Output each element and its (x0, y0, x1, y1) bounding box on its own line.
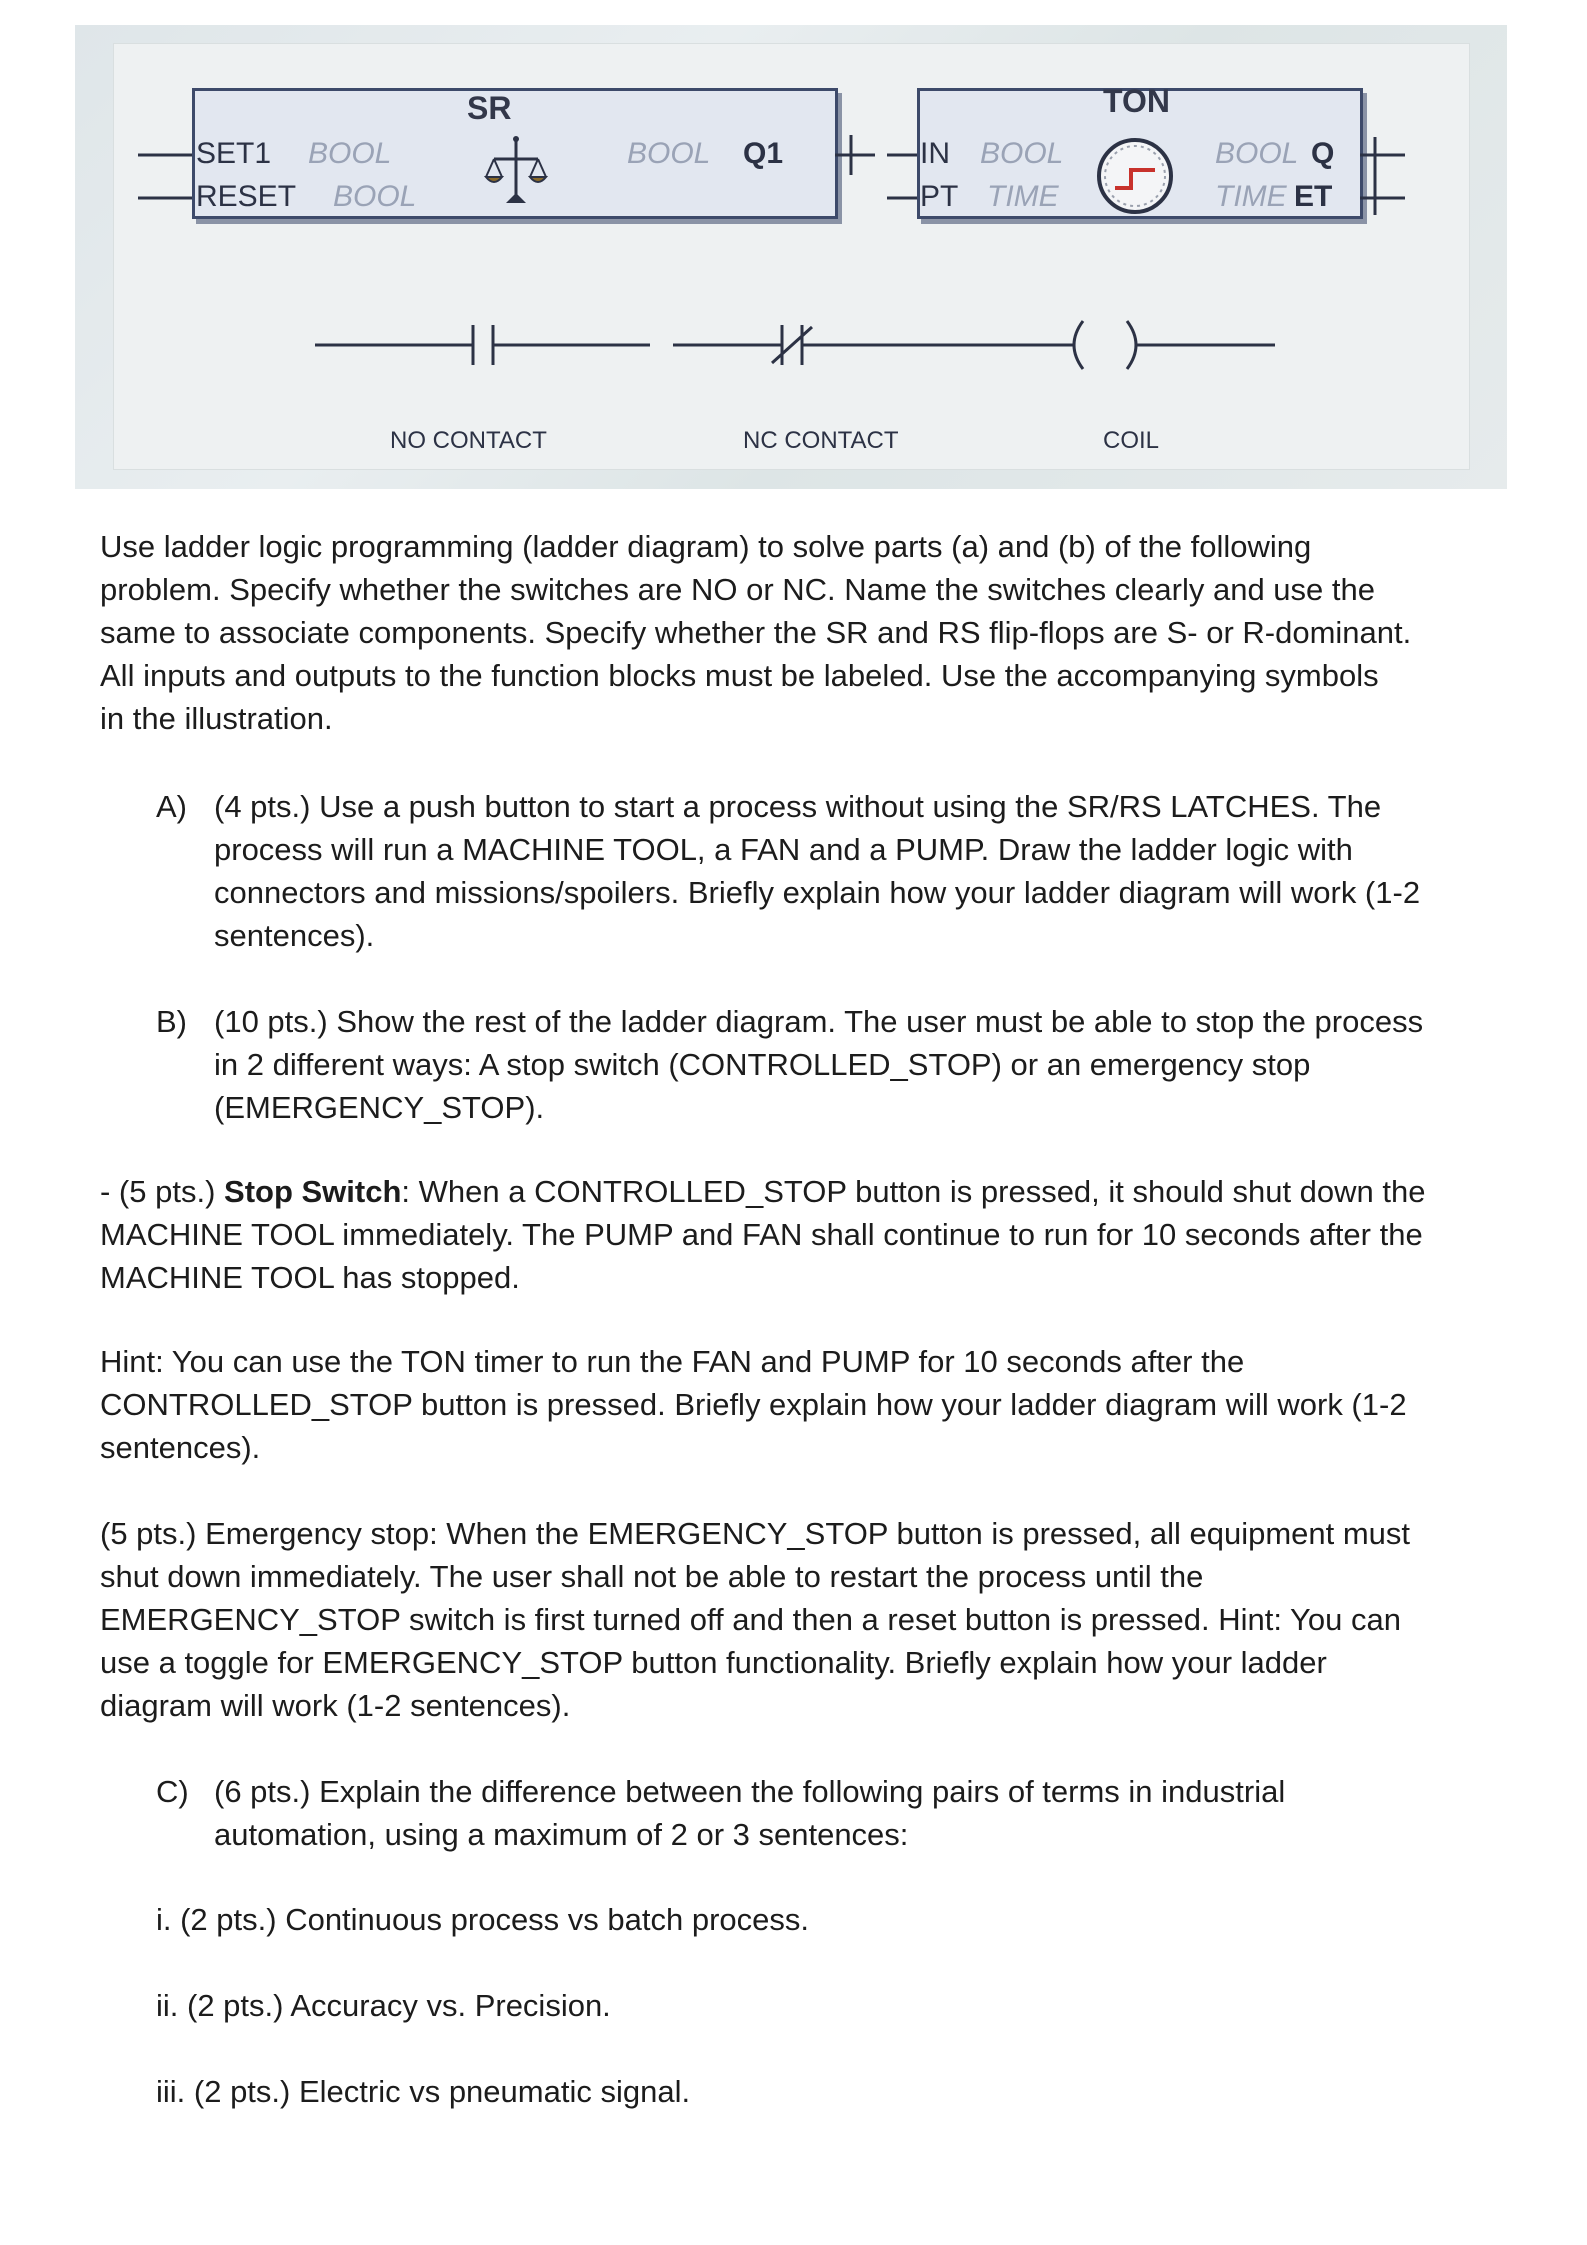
ton-pt-pin-label: PT (920, 180, 959, 213)
stop-switch-paragraph (100, 1170, 1426, 1299)
part-c-sub-item-iii: iii. (2 pts.) Electric vs pneumatic signal. (156, 2074, 691, 2109)
hint-paragraph (100, 1340, 1407, 1469)
no-contact-symbol (315, 325, 650, 365)
part-c-body (214, 1770, 1285, 1856)
sr-reset-type-label: BOOL (333, 180, 417, 213)
hint-line: Hint: You can use the TON timer to run the FAN and PUMP for 10 seconds after the (100, 1344, 1245, 1379)
stop-switch-first-line (100, 1170, 1426, 1213)
sr-reset-pin-label: RESET (196, 180, 297, 213)
part-a-line: connectors and missions/spoilers. Briefly explain how your ladder diagram will work (1-2 (214, 875, 1421, 910)
part-b-body (214, 1000, 1423, 1129)
ton-in-pin-label: IN (920, 137, 950, 170)
no-contact-caption: NO CONTACT (390, 427, 547, 454)
sr-q1-pin-label: Q1 (743, 137, 784, 170)
part-a-marker: A) (156, 789, 187, 824)
stop-switch-line: MACHINE TOOL immediately. The PUMP and FAN shall continue to run for 10 seconds after the (100, 1217, 1423, 1252)
balance-scale-icon (486, 136, 546, 203)
ton-q-type-label: BOOL (1215, 137, 1299, 170)
nc-contact-symbol (673, 325, 885, 365)
part-c-line: automation, using a maximum of 2 or 3 sentences: (214, 1817, 909, 1852)
stop-switch-prefix: - (5 pts.) (100, 1174, 225, 1209)
sr-set1-type-label: BOOL (308, 137, 392, 170)
ton-q-pin-label: Q (1311, 137, 1335, 170)
figure-graphics (75, 25, 1507, 489)
coil-symbol (885, 321, 1275, 369)
ton-et-type-label: TIME (1215, 180, 1287, 213)
part-b-marker: B) (156, 1004, 187, 1039)
part-b-line: in 2 different ways: A stop switch (CONTROLLED_STOP) or an emergency stop (214, 1047, 1311, 1082)
nc-contact-caption: NC CONTACT (743, 427, 899, 454)
part-a-line: (4 pts.) Use a push button to start a process without using the SR/RS LATCHES. The (214, 789, 1382, 824)
hint-line: sentences). (100, 1430, 261, 1465)
part-c-sub-item-ii: ii. (2 pts.) Accuracy vs. Precision. (156, 1988, 611, 2023)
part-c-line: (6 pts.) Explain the difference between the following pairs of terms in industrial (214, 1774, 1286, 1809)
part-b-line: (EMERGENCY_STOP). (214, 1090, 545, 1125)
hint-line: CONTROLLED_STOP button is pressed. Briefly explain how your ladder diagram will work (1-2 (100, 1387, 1407, 1422)
plc-symbols-figure (75, 25, 1507, 489)
part-a-body (214, 785, 1420, 957)
part-c-marker: C) (156, 1774, 189, 1809)
coil-caption: COIL (1103, 427, 1160, 454)
sr-block-title: SR (467, 90, 512, 126)
sr-output-type-label: BOOL (627, 137, 711, 170)
emergency-stop-paragraph (100, 1512, 1410, 1727)
emergency-stop-line: use a toggle for EMERGENCY_STOP button functionality. Briefly explain how your ladder (100, 1645, 1327, 1680)
emergency-stop-line: diagram will work (1-2 sentences). (100, 1688, 571, 1723)
emergency-stop-line: EMERGENCY_STOP switch is first turned off and then a reset button is pressed. Hint: You can (100, 1602, 1401, 1637)
ton-in-type-label: BOOL (980, 137, 1064, 170)
part-a-line: process will run a MACHINE TOOL, a FAN and a PUMP. Draw the ladder logic with (214, 832, 1353, 867)
intro-line: Use ladder logic programming (ladder diagram) to solve parts (a) and (b) of the following (100, 529, 1312, 564)
part-a-line: sentences). (214, 918, 375, 953)
stop-switch-line: MACHINE TOOL has stopped. (100, 1260, 520, 1295)
emergency-stop-line: (5 pts.) Emergency stop: When the EMERGENCY_STOP button is pressed, all equipment must (100, 1516, 1411, 1551)
part-b-line: (10 pts.) Show the rest of the ladder diagram. The user must be able to stop the process (214, 1004, 1424, 1039)
stop-switch-heading: Stop Switch (224, 1174, 402, 1209)
intro-line: same to associate components. Specify whether the SR and RS flip-flops are S- or R-dominant. (100, 615, 1412, 650)
intro-paragraph (100, 525, 1411, 740)
ton-pt-type-label: TIME (987, 180, 1059, 213)
part-c-sub-item-i: i. (2 pts.) Continuous process vs batch process. (156, 1902, 810, 1937)
sr-set1-pin-label: SET1 (196, 137, 272, 170)
intro-line: problem. Specify whether the switches are NO or NC. Name the switches clearly and use the (100, 572, 1375, 607)
ton-et-pin-label: ET (1294, 180, 1333, 213)
stop-switch-line-rest: : When a CONTROLLED_STOP button is pressed, it should shut down the (401, 1174, 1426, 1209)
timer-clock-icon (1099, 140, 1171, 212)
emergency-stop-line: shut down immediately. The user shall not be able to restart the process until the (100, 1559, 1204, 1594)
ton-block-title: TON (1103, 83, 1170, 119)
intro-line: in the illustration. (100, 701, 333, 736)
intro-line: All inputs and outputs to the function blocks must be labeled. Use the accompanying symbols (100, 658, 1379, 693)
